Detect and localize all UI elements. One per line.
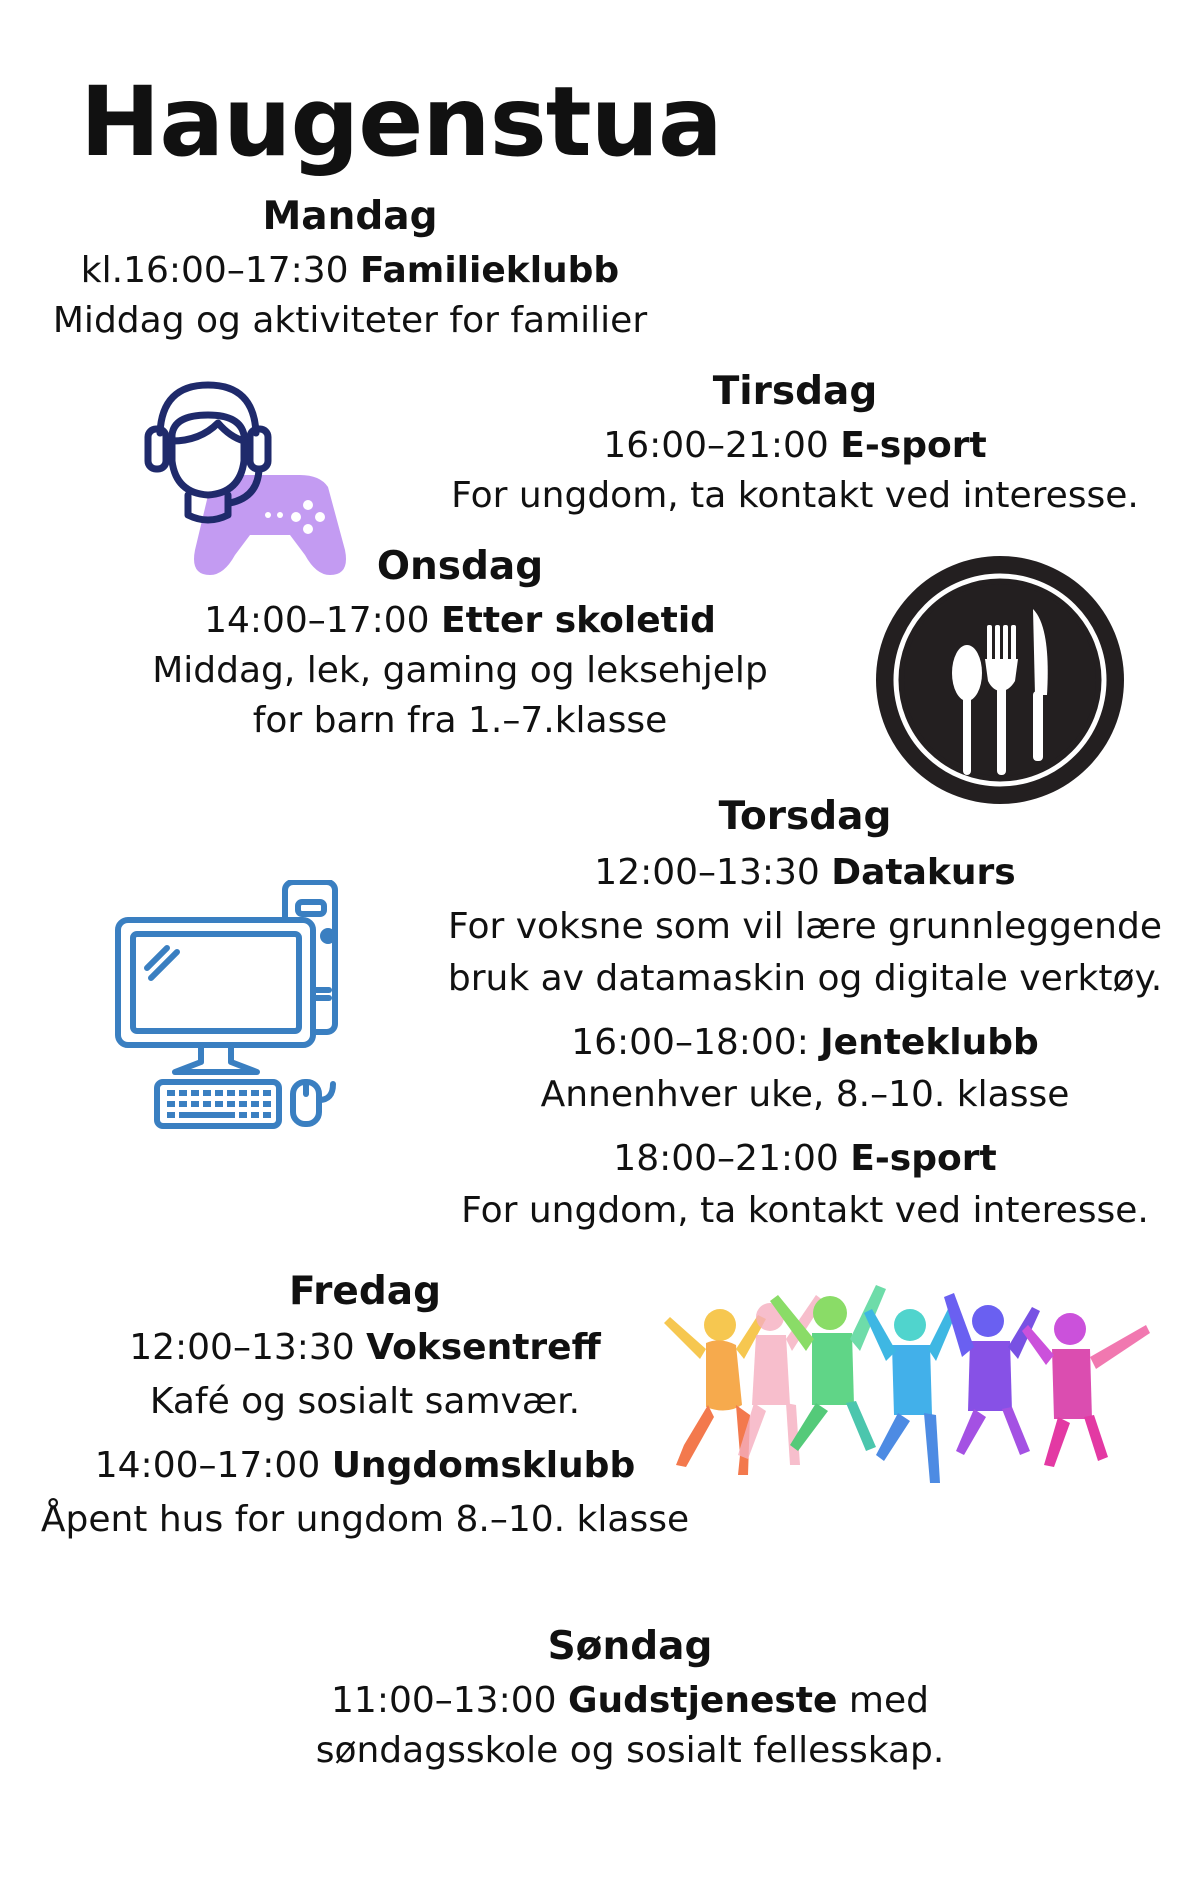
desktop-computer-icon: [115, 880, 370, 1130]
wednesday-time: 14:00–17:00: [204, 600, 430, 641]
wednesday-activity: [140, 596, 780, 646]
plate-cutlery-icon: [875, 555, 1125, 805]
monday-heading: Mandag: [262, 194, 438, 239]
friday-section: [40, 1265, 690, 1545]
wednesday-activity-name: Etter skoletid: [441, 600, 716, 641]
thursday-activity-1: [445, 848, 1165, 898]
sunday-time: 11:00–13:00: [331, 1680, 557, 1721]
thursday-activity-name-3: E-sport: [850, 1138, 997, 1179]
sunday-heading: Søndag: [547, 1624, 713, 1669]
thursday-activity-name-2: Jenteklubb: [820, 1022, 1039, 1063]
jumping-people-illustration: [640, 1255, 1175, 1515]
jumping-person-6: [1022, 1313, 1150, 1467]
friday-time-1: 12:00–13:30: [129, 1327, 355, 1368]
friday-time-2: 14:00–17:00: [94, 1445, 321, 1486]
tuesday-activity-name: E-sport: [840, 425, 987, 466]
tuesday-activity: [440, 421, 1150, 471]
monday-activity: [30, 246, 670, 296]
thursday-activity-name-1: Datakurs: [831, 852, 1016, 893]
tuesday-section: [440, 365, 1150, 521]
jumping-person-2: [738, 1295, 824, 1465]
thursday-section: [445, 790, 1165, 1236]
thursday-description-3: For ungdom, ta kontakt ved interesse.: [461, 1190, 1149, 1231]
thursday-description-1a: For voksne som vil lære grunnleggende: [448, 906, 1162, 947]
friday-activity-2: [40, 1441, 690, 1491]
friday-activity-1: [40, 1323, 690, 1373]
thursday-time-1: 12:00–13:30: [594, 852, 820, 893]
friday-activity-name-2: Ungdomsklubb: [331, 1445, 636, 1486]
monitor-icon: [118, 920, 313, 1045]
sunday-activity-suffix: med: [848, 1680, 929, 1721]
page-title: Haugenstua: [80, 66, 722, 178]
sunday-activity-name: Gudstjeneste: [567, 1680, 838, 1721]
friday-description-2: Åpent hus for ungdom 8.–10. klasse: [40, 1499, 690, 1540]
friday-heading: Fredag: [289, 1269, 441, 1314]
wednesday-section: [140, 540, 780, 746]
sunday-section: [280, 1620, 980, 1776]
tuesday-description: For ungdom, ta kontakt ved interesse.: [451, 475, 1139, 516]
monday-activity-name: Familieklubb: [360, 250, 620, 291]
thursday-time-2: 16:00–18:00:: [571, 1022, 809, 1063]
thursday-description-1b: bruk av datamaskin og digitale verktøy.: [447, 958, 1163, 999]
thursday-heading: Torsdag: [718, 794, 892, 839]
thursday-activity-3: [445, 1134, 1165, 1184]
monday-section: [30, 190, 670, 346]
thursday-time-3: 18:00–21:00: [613, 1138, 839, 1179]
sunday-activity: [280, 1676, 980, 1726]
friday-activity-name-1: Voksentreff: [366, 1327, 601, 1368]
jumping-person-5: [944, 1293, 1040, 1455]
sunday-description: søndagsskole og sosialt fellesskap.: [315, 1730, 945, 1771]
thursday-activity-2: [445, 1018, 1165, 1068]
jumping-person-4: [864, 1305, 958, 1483]
tuesday-time: 16:00–21:00: [603, 425, 829, 466]
wednesday-description-2: for barn fra 1.–7.klasse: [252, 700, 668, 741]
monday-time: kl.16:00–17:30: [80, 250, 349, 291]
thursday-description-2: Annenhver uke, 8.–10. klasse: [540, 1074, 1070, 1115]
friday-description-1: Kafé og sosialt samvær.: [149, 1381, 581, 1422]
wednesday-heading: Onsdag: [376, 544, 544, 589]
monday-description: Middag og aktiviteter for familier: [52, 300, 648, 341]
wednesday-description-1: Middag, lek, gaming og leksehjelp: [152, 650, 768, 691]
tuesday-heading: Tirsdag: [712, 369, 878, 414]
